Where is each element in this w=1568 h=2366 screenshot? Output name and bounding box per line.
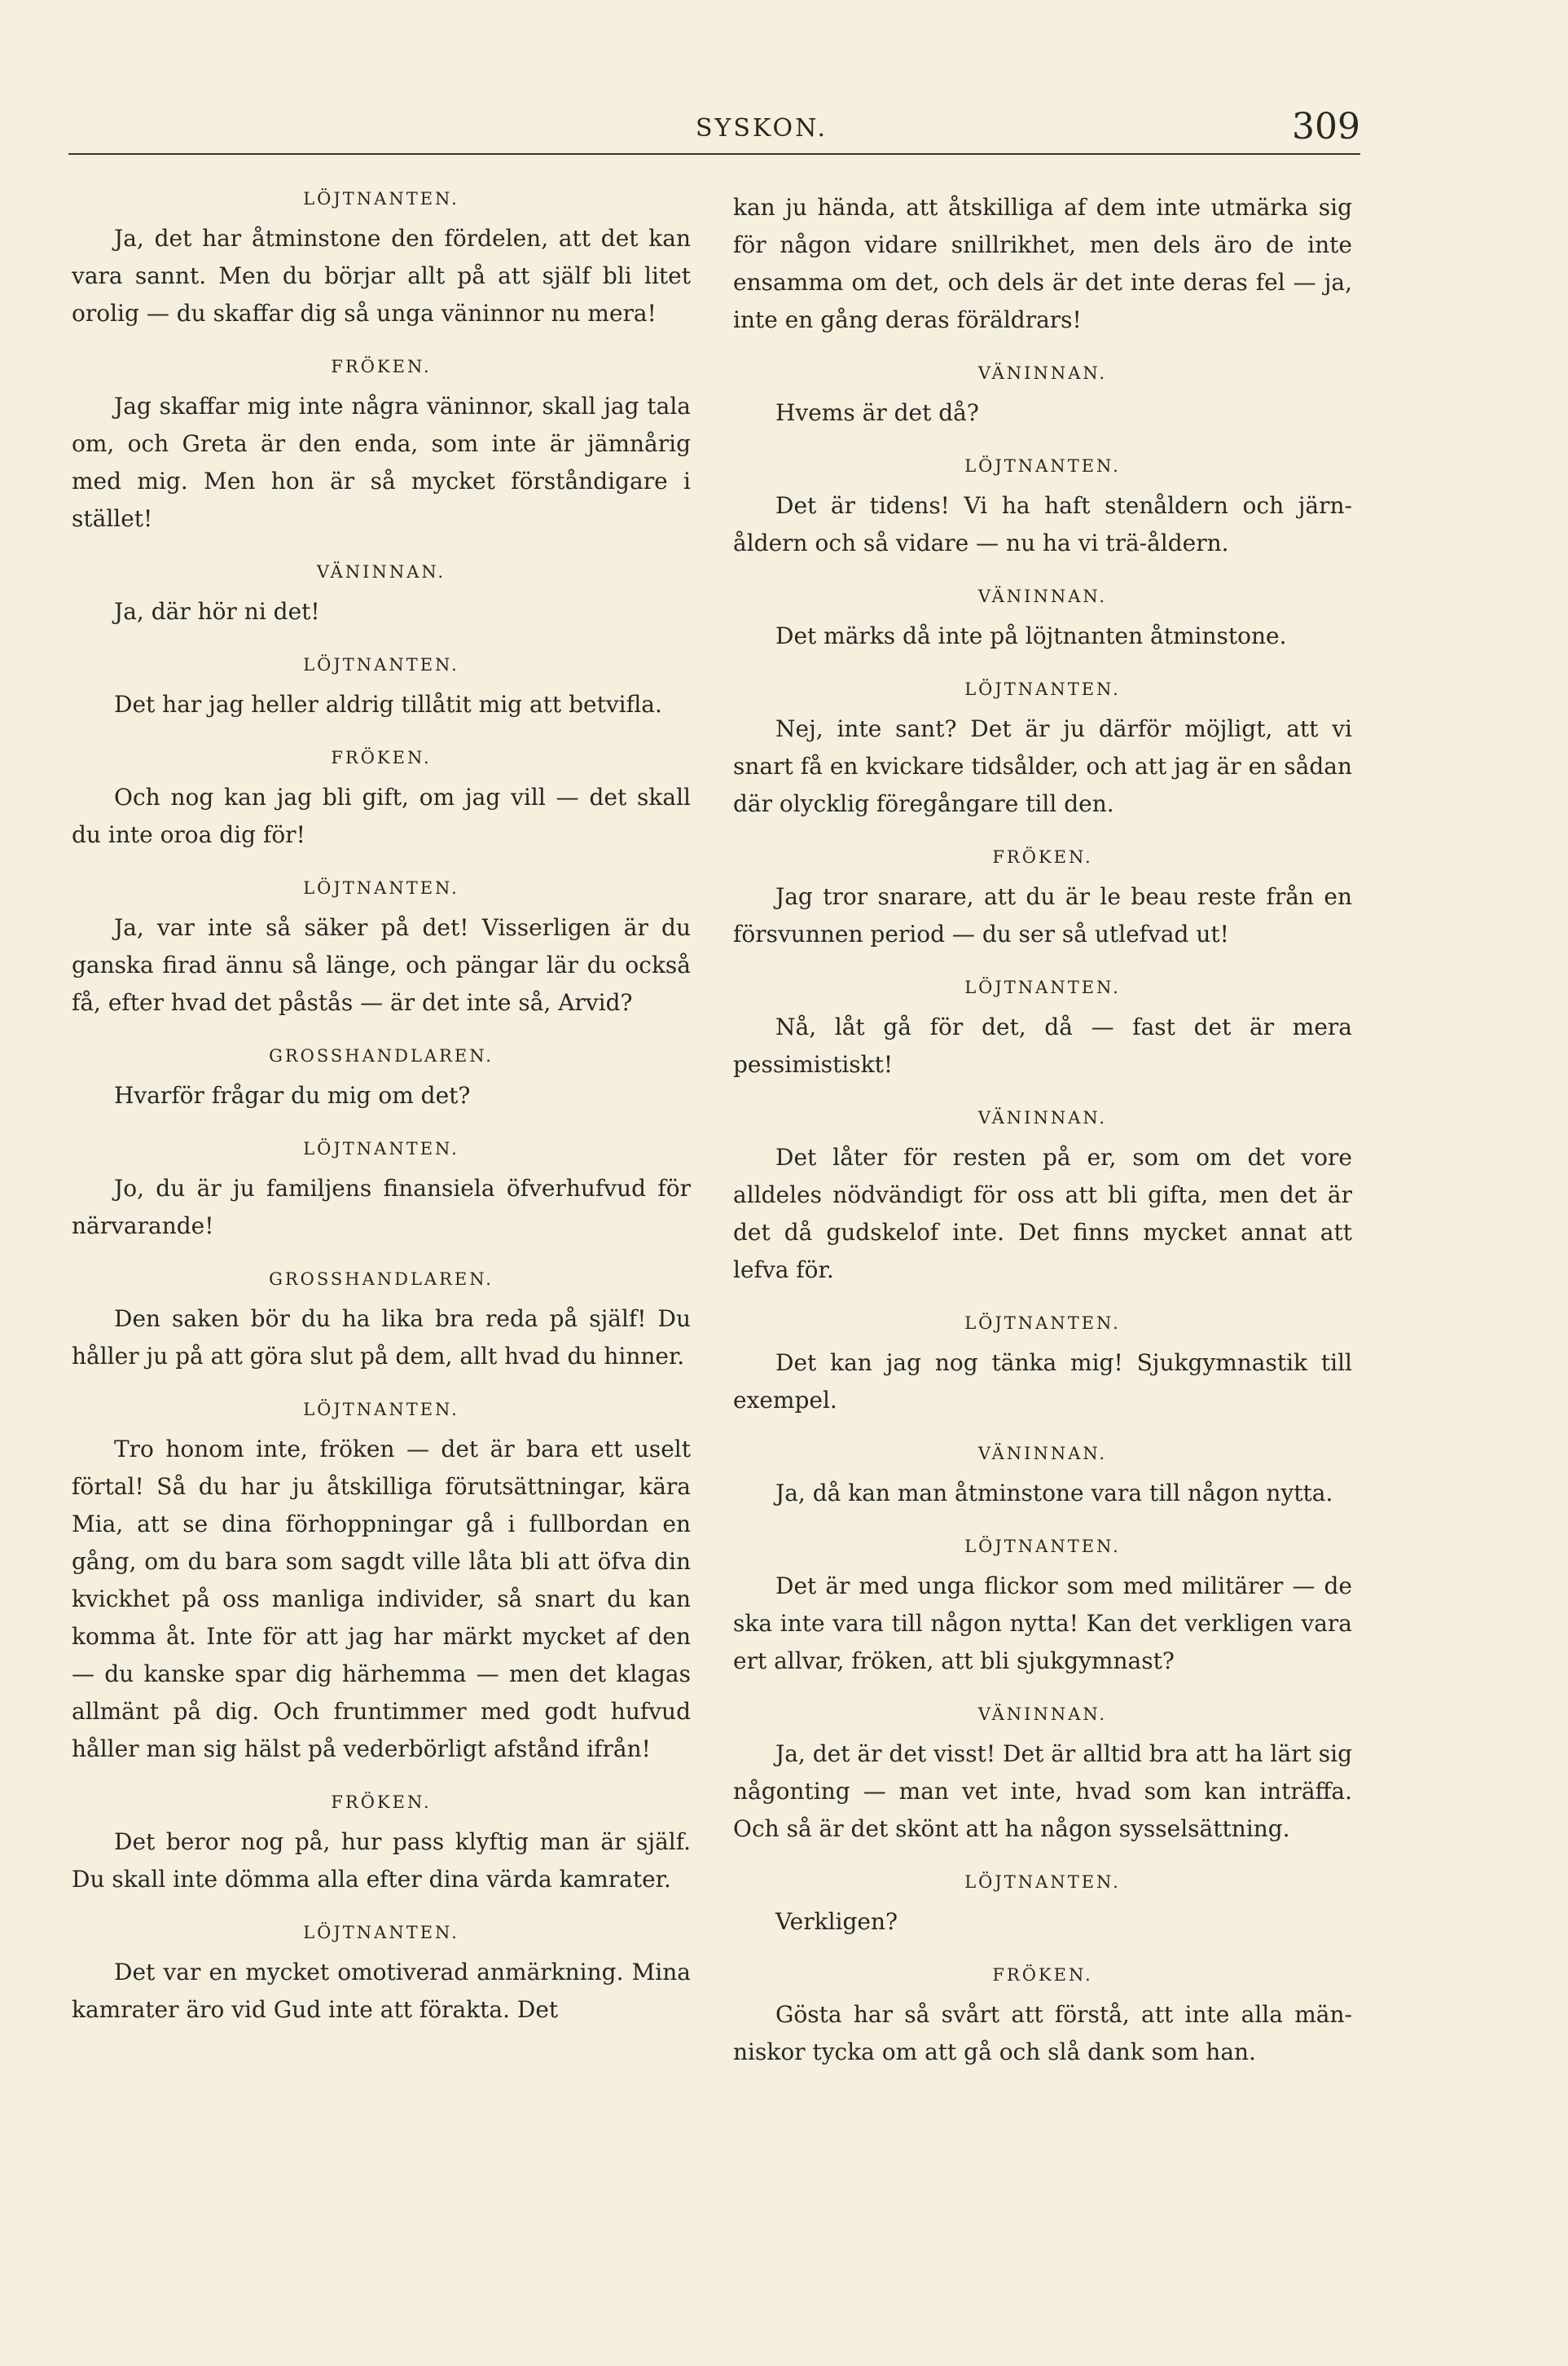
speaker-name: LÖJTNANTEN. (964, 679, 1121, 699)
page-number: 309 (1292, 106, 1360, 147)
speech-text: Ja, där hör ni det! (114, 598, 320, 625)
speech-text: Gösta har så svårt att förstå, att inte alla människor tycka om att gå och slå dank som han. (733, 2001, 1352, 2065)
speaker-name: FRÖKEN. (992, 847, 1093, 867)
dialogue-block (72, 1046, 691, 1115)
speech-text: Det var en mycket omotiverad anmärkning. Mina kamrater äro vid Gud inte att förakta. Det (72, 1959, 691, 2023)
speech-text: Hvems är det då? (775, 399, 979, 426)
dialogue-block (733, 587, 1352, 655)
speaker-name: FRÖKEN. (331, 1792, 432, 1812)
speech-text: Det är tidens! Vi ha haft stenåldern och järnåldern och så vidare — nu ha vi trä-åldern. (733, 492, 1352, 556)
speaker-name: FRÖKEN. (331, 748, 432, 767)
dialogue-block (72, 562, 691, 631)
speech-text: Det har jag heller aldrig tillåtit mig att betvifla. (114, 691, 662, 718)
speech-text: Jag skaffar mig inte några väninnor, skall jag tala om, och Greta är den enda, som inte är jämnårig med mig. Men hon är så mycket förståndigare i stället! (72, 393, 691, 532)
speaker-name: LÖJTNANTEN. (964, 1872, 1121, 1892)
dialogue-block (733, 1108, 1352, 1289)
right-column (733, 189, 1352, 2096)
dialogue-block (72, 748, 691, 854)
dialogue-block (72, 1792, 691, 1898)
speaker-name: LÖJTNANTEN. (964, 1313, 1121, 1333)
speech-text: Jo, du är ju familjens finansiela öfverhufvud för närvarande! (72, 1175, 691, 1239)
speaker-name: VÄNINNAN. (316, 562, 446, 582)
dialogue-block (72, 1923, 691, 2029)
speech-text: Tro honom inte, fröken — det är bara ett uselt förtal! Så du har ju åtskilliga förutsättningar, kära Mia, att se dina förhoppningar gå i fullbordan en gång, om du bara som sagdt ville låta bli att öfva din kvickhet på oss manliga individer, så snart du kan komma åt. Inte för att jag har märkt mycket af den — du kanske spar dig härhemma — men det klagas allmänt på dig. Och fruntimmer med godt hufvud håller man sig hälst på vederbörligt afstånd ifrån! (72, 1436, 691, 1762)
dialogue-block (733, 978, 1352, 1084)
speaker-name: LÖJTNANTEN. (303, 1400, 459, 1419)
speaker-name: GROSSHANDLAREN. (269, 1046, 494, 1066)
dialogue-block (72, 189, 691, 332)
speaker-name: LÖJTNANTEN. (964, 1537, 1121, 1556)
speaker-name: LÖJTNANTEN. (303, 655, 459, 675)
speaker-name: VÄNINNAN. (977, 1444, 1108, 1463)
speaker-name: LÖJTNANTEN. (303, 878, 459, 898)
speech-text: Det är med unga flickor som med militärer — de ska inte vara till någon nytta! Kan det verkligen vara ert allvar, fröken, att bli sjukgymnast? (733, 1572, 1352, 1674)
speech-text: Ja, var inte så säker på det! Visserligen är du ganska firad ännu så länge, och pängar lär du också få, efter hvad det påstås — är det inte så, Arvid? (72, 914, 691, 1016)
speaker-name: FRÖKEN. (331, 357, 432, 376)
dialogue-block (733, 1965, 1352, 2071)
speaker-name: FRÖKEN. (992, 1965, 1093, 1985)
dialogue-block (72, 655, 691, 723)
dialogue-block (72, 878, 691, 1022)
dialogue-block (733, 189, 1352, 339)
speech-text: Och nog kan jag bli gift, om jag vill — det skall du inte oroa dig för! (72, 784, 691, 848)
speech-text: kan ju hända, att åtskilliga af dem inte utmärka sig för någon vidare snillrikhet, men dels äro de inte ensamma om det, och dels är det inte deras fel — ja, inte en gång deras föräldrars! (733, 194, 1352, 333)
speech-text: Nå, låt gå för det, då — fast det är mera pessimistiskt! (733, 1014, 1352, 1078)
speech-text: Det låter för resten på er, som om det vore alldeles nödvändigt för oss att bli gifta, men det är det då gudskelof inte. Det finns mycket annat att lefva för. (733, 1144, 1352, 1283)
speech-text: Nej, inte sant? Det är ju därför möjligt, att vi snart få en kvickare tidsålder, och att jag är en sådan där olycklig föregångare till den. (733, 715, 1352, 817)
speech-text: Det kan jag nog tänka mig! Sjukgymnastik till exempel. (733, 1349, 1352, 1414)
dialogue-block (72, 1269, 691, 1375)
speech-text: Det märks då inte på löjtnanten åtminstone. (775, 622, 1287, 649)
speaker-name: VÄNINNAN. (977, 587, 1108, 606)
speaker-name: GROSSHANDLAREN. (269, 1269, 494, 1289)
speech-text: Ja, det har åtminstone den fördelen, att det kan vara sannt. Men du börjar allt på att själf bli litet orolig — du skaffar dig så unga väninnor nu mera! (72, 225, 691, 327)
speech-text: Den saken bör du ha lika bra reda på själf! Du håller ju på att göra slut på dem, allt hvad du hinner. (72, 1305, 691, 1370)
dialogue-block (733, 1704, 1352, 1848)
speech-text: Ja, det är det visst! Det är alltid bra att ha lärt sig någonting — man vet inte, hvad som kan inträffa. Och så är det skönt att ha någon sysselsättning. (733, 1740, 1352, 1842)
speaker-name: LÖJTNANTEN. (964, 456, 1121, 476)
dialogue-block (733, 1444, 1352, 1512)
speaker-name: LÖJTNANTEN. (303, 189, 459, 209)
speaker-name: LÖJTNANTEN. (303, 1139, 459, 1159)
speech-text: Jag tror snarare, att du är le beau reste från en försvunnen period — du ser så utlefvad ut! (733, 883, 1352, 948)
speaker-name: VÄNINNAN. (977, 1108, 1108, 1128)
speaker-name: VÄNINNAN. (977, 363, 1108, 383)
dialogue-block (733, 847, 1352, 953)
header-rule (68, 153, 1360, 155)
running-title: SYSKON. (696, 114, 828, 143)
speech-text: Verkligen? (775, 1908, 898, 1935)
dialogue-block (72, 1139, 691, 1245)
speech-text: Hvarför frågar du mig om det? (114, 1082, 471, 1109)
dialogue-block (733, 1313, 1352, 1419)
dialogue-block (733, 363, 1352, 432)
dialogue-block (72, 357, 691, 538)
page-header (68, 106, 1360, 155)
dialogue-block (733, 456, 1352, 562)
dialogue-block (733, 1872, 1352, 1941)
dialogue-block (733, 1537, 1352, 1680)
dialogue-block (72, 1400, 691, 1768)
speech-text: Ja, då kan man åtminstone vara till någon nytta. (775, 1480, 1333, 1506)
speech-text: Det beror nog på, hur pass klyftig man är själf. Du skall inte dömma alla efter dina värda kamrater. (72, 1828, 691, 1893)
left-column (72, 189, 691, 2053)
speaker-name: VÄNINNAN. (977, 1704, 1108, 1724)
dialogue-block (733, 679, 1352, 823)
speaker-name: LÖJTNANTEN. (303, 1923, 459, 1942)
speaker-name: LÖJTNANTEN. (964, 978, 1121, 997)
